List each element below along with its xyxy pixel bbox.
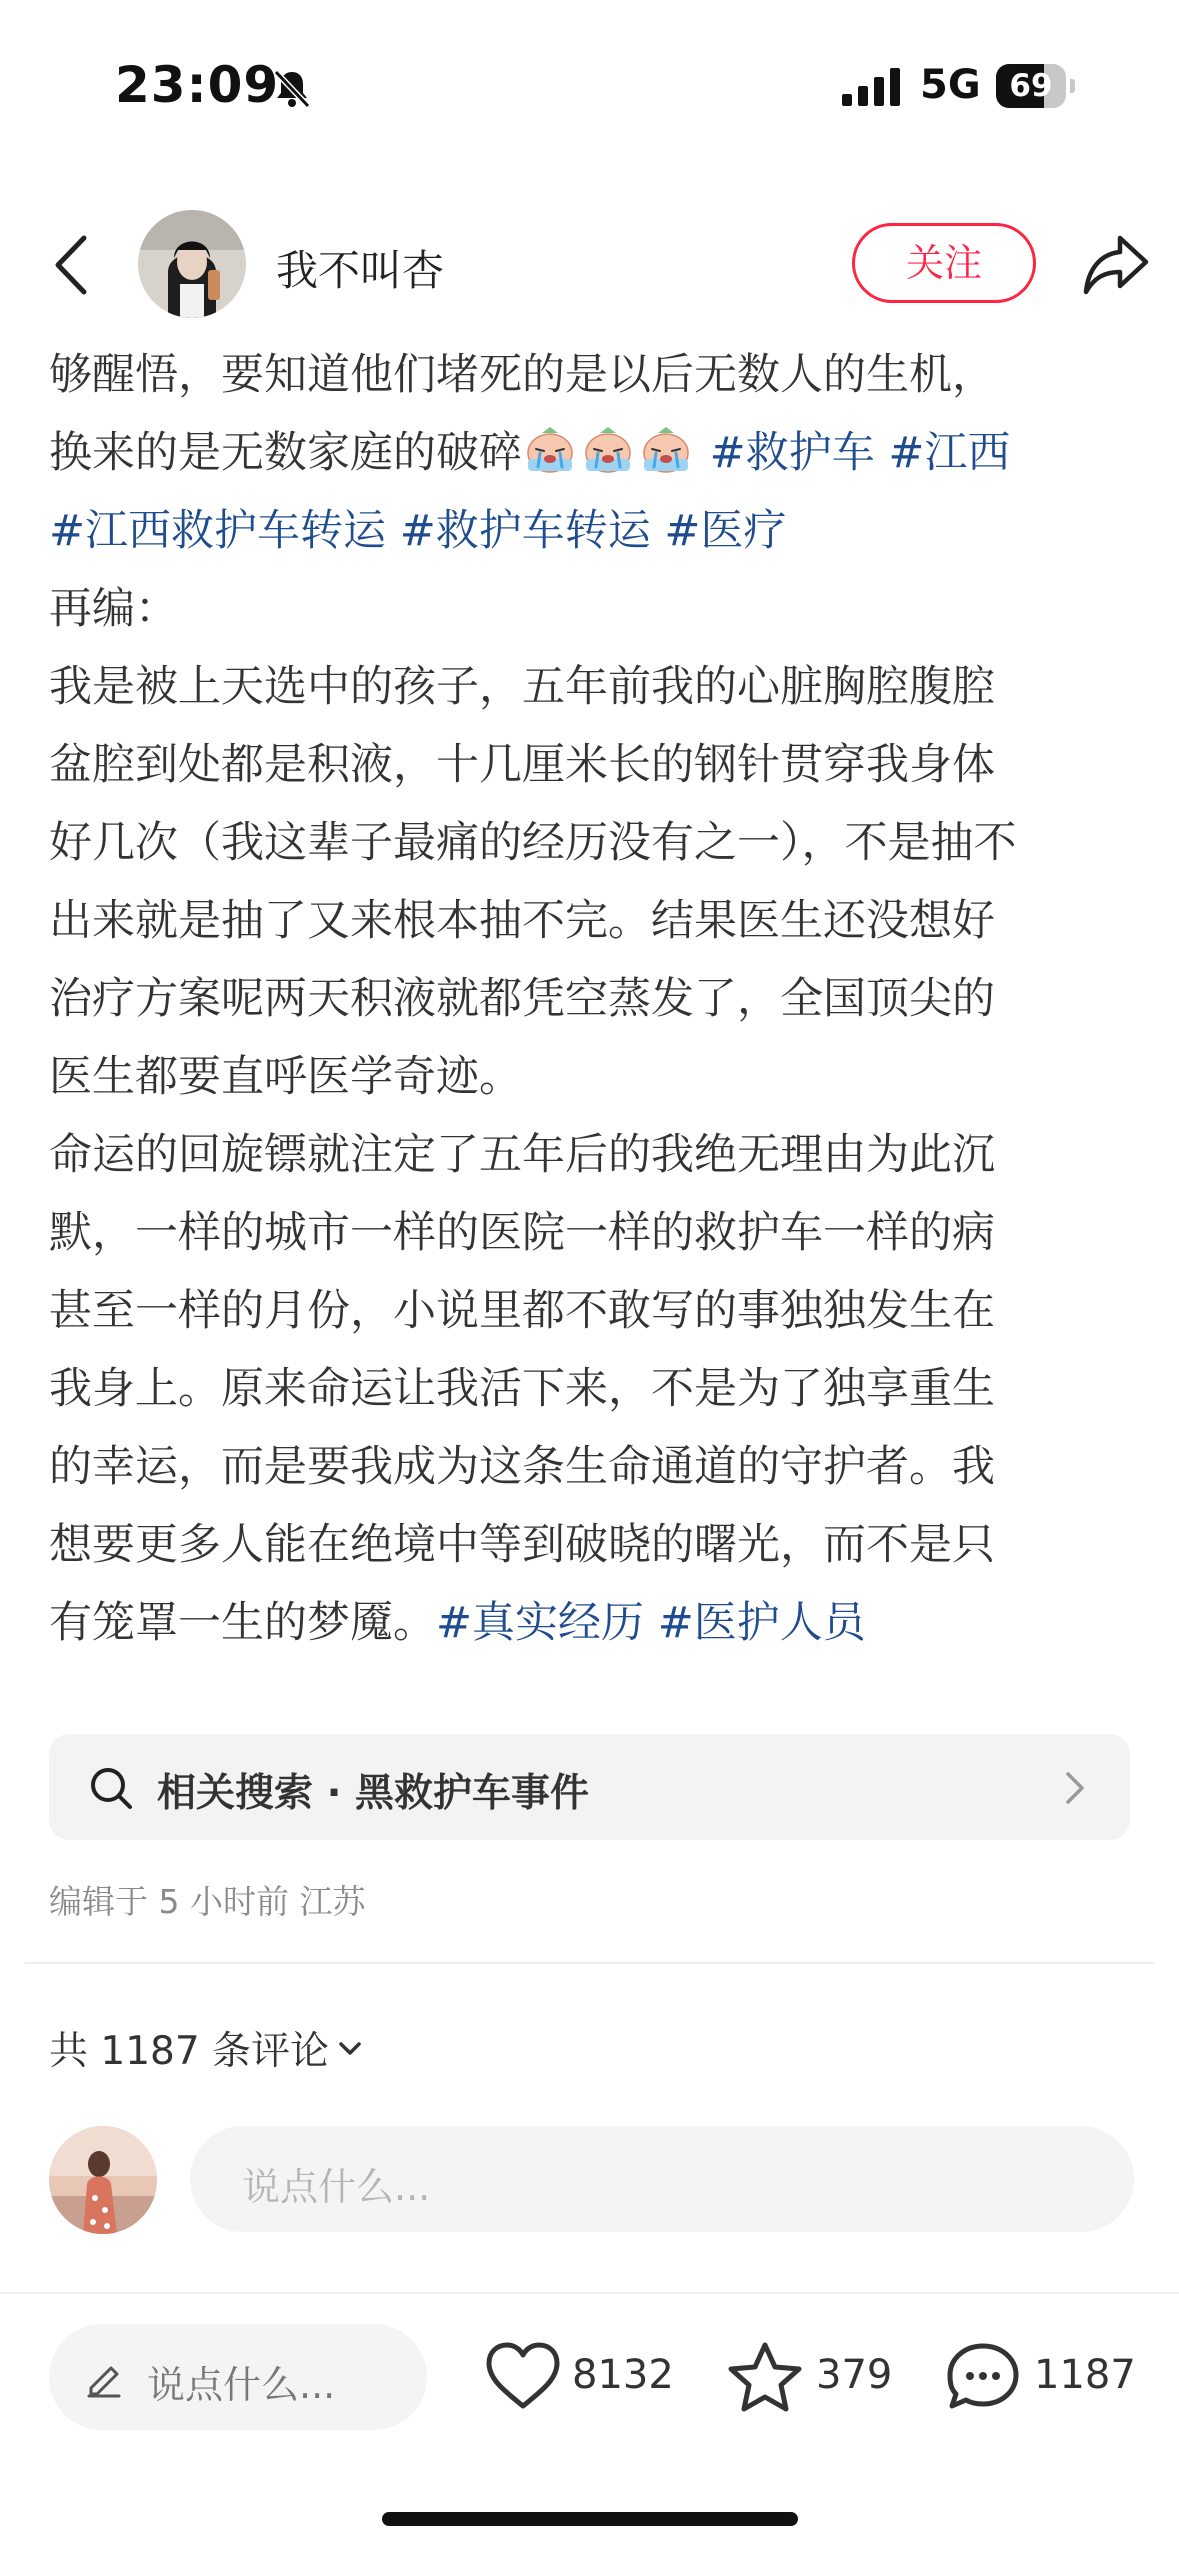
divider [25, 1962, 1154, 1964]
post-text: 我是被上天选中的孩子，五年前我的心脏胸腔腹腔 [49, 662, 995, 712]
like-button[interactable] [484, 2336, 674, 2420]
comment-bubble-icon [944, 2340, 1022, 2414]
cellular-signal-icon [842, 68, 904, 108]
post-text-line [49, 1584, 1139, 1662]
bottom-bar-divider [0, 2292, 1179, 2294]
follow-button[interactable]: 关注 [852, 223, 1036, 303]
post-text-line [49, 1116, 1139, 1194]
pencil-icon [83, 2358, 123, 2398]
author-name[interactable]: 我不叫杏 [276, 246, 445, 295]
comment-count: 1187 [1034, 2352, 1136, 2398]
comment-count-toggle[interactable] [49, 2020, 363, 2076]
bottom-comment-input[interactable] [49, 2324, 427, 2430]
comment-count-label: 共 1187 条评论 [49, 2029, 330, 2074]
star-icon [726, 2340, 804, 2414]
battery-level: 69 [1009, 68, 1053, 104]
post-text-line [49, 882, 1139, 960]
related-search-bar[interactable] [49, 1734, 1130, 1840]
comment-input[interactable] [190, 2126, 1134, 2232]
home-indicator [382, 2512, 798, 2526]
post-text: 医生都要直呼医学奇迹。 [49, 1052, 522, 1102]
post-text: 治疗方案呢两天积液就都凭空蒸发了，全国顶尖的 [49, 974, 995, 1024]
post-text-line [49, 336, 1139, 414]
post-text-line [49, 1194, 1139, 1272]
hashtag-link[interactable]: #救护车 #江西 [696, 428, 1011, 478]
favorite-count: 379 [816, 2352, 893, 2398]
post-text: 够醒悟，要知道他们堵死的是以后无数人的生机， [49, 350, 995, 400]
status-time: 23:09 [115, 56, 280, 114]
post-text: 默，一样的城市一样的医院一样的救护车一样的病 [49, 1208, 995, 1258]
post-text-line [49, 960, 1139, 1038]
post-text: 出来就是抽了又来根本抽不完。结果医生还没想好 [49, 896, 995, 946]
bottom-input-placeholder: 说点什么... [147, 2363, 336, 2407]
favorite-button[interactable] [726, 2336, 896, 2420]
comment-input-placeholder: 说点什么... [242, 2165, 431, 2209]
post-text: 想要更多人能在绝境中等到破晓的曙光，而不是只 [49, 1520, 995, 1570]
post-text: 盆腔到处都是积液，十几厘米长的钢针贯穿我身体 [49, 740, 995, 790]
status-bar [0, 0, 1179, 160]
share-icon[interactable] [1080, 232, 1152, 298]
post-text-line [49, 1350, 1139, 1428]
chevron-down-icon [337, 2040, 363, 2058]
post-text-line [49, 1506, 1139, 1584]
post-text-line [49, 648, 1139, 726]
user-avatar[interactable] [49, 2126, 157, 2234]
edit-timestamp: 编辑于 5 小时前 江苏 [49, 1882, 366, 1921]
hashtag-link[interactable]: #江西救护车转运 #救护车转运 #医疗 [49, 506, 787, 556]
author-avatar[interactable] [138, 210, 246, 318]
post-header [0, 190, 1179, 336]
post-text: 换来的是无数家庭的破碎 [49, 428, 522, 478]
post-text-line [49, 570, 1139, 648]
post-text-line [49, 726, 1139, 804]
post-text-line [49, 1038, 1139, 1116]
post-text: 再编： [49, 584, 178, 634]
related-search-label: 相关搜索 · 黑救护车事件 [157, 1771, 589, 1816]
chevron-right-icon [1062, 1770, 1086, 1806]
hashtag-link[interactable]: #真实经历 #医护人员 [436, 1598, 866, 1648]
post-content [49, 336, 1139, 1662]
heart-icon [484, 2340, 562, 2412]
crying-face-emoji-icon [638, 422, 694, 474]
post-text: 有笼罩一生的梦魇。 [49, 1598, 436, 1648]
back-icon[interactable] [44, 230, 104, 300]
post-text: 好几次（我这辈子最痛的经历没有之一），不是抽不 [49, 818, 1017, 868]
network-type: 5G [920, 62, 981, 108]
bell-slash-icon [270, 66, 314, 110]
post-text-line [49, 804, 1139, 882]
post-text-line [49, 1272, 1139, 1350]
post-text-line [49, 1428, 1139, 1506]
post-text: 我身上。原来命运让我活下来，不是为了独享重生 [49, 1364, 995, 1414]
post-text-line [49, 414, 1139, 492]
battery-icon [996, 64, 1076, 108]
post-text: 命运的回旋镖就注定了五年后的我绝无理由为此沉 [49, 1130, 995, 1180]
like-count: 8132 [572, 2352, 674, 2398]
post-text: 的幸运，而是要我成为这条生命通道的守护者。我 [49, 1442, 995, 1492]
comment-button[interactable] [944, 2336, 1144, 2420]
crying-face-emoji-icon [580, 422, 636, 474]
search-icon [89, 1766, 133, 1810]
crying-face-emoji-icon [522, 422, 578, 474]
post-text-line [49, 492, 1139, 570]
post-text: 甚至一样的月份，小说里都不敢写的事独独发生在 [49, 1286, 995, 1336]
